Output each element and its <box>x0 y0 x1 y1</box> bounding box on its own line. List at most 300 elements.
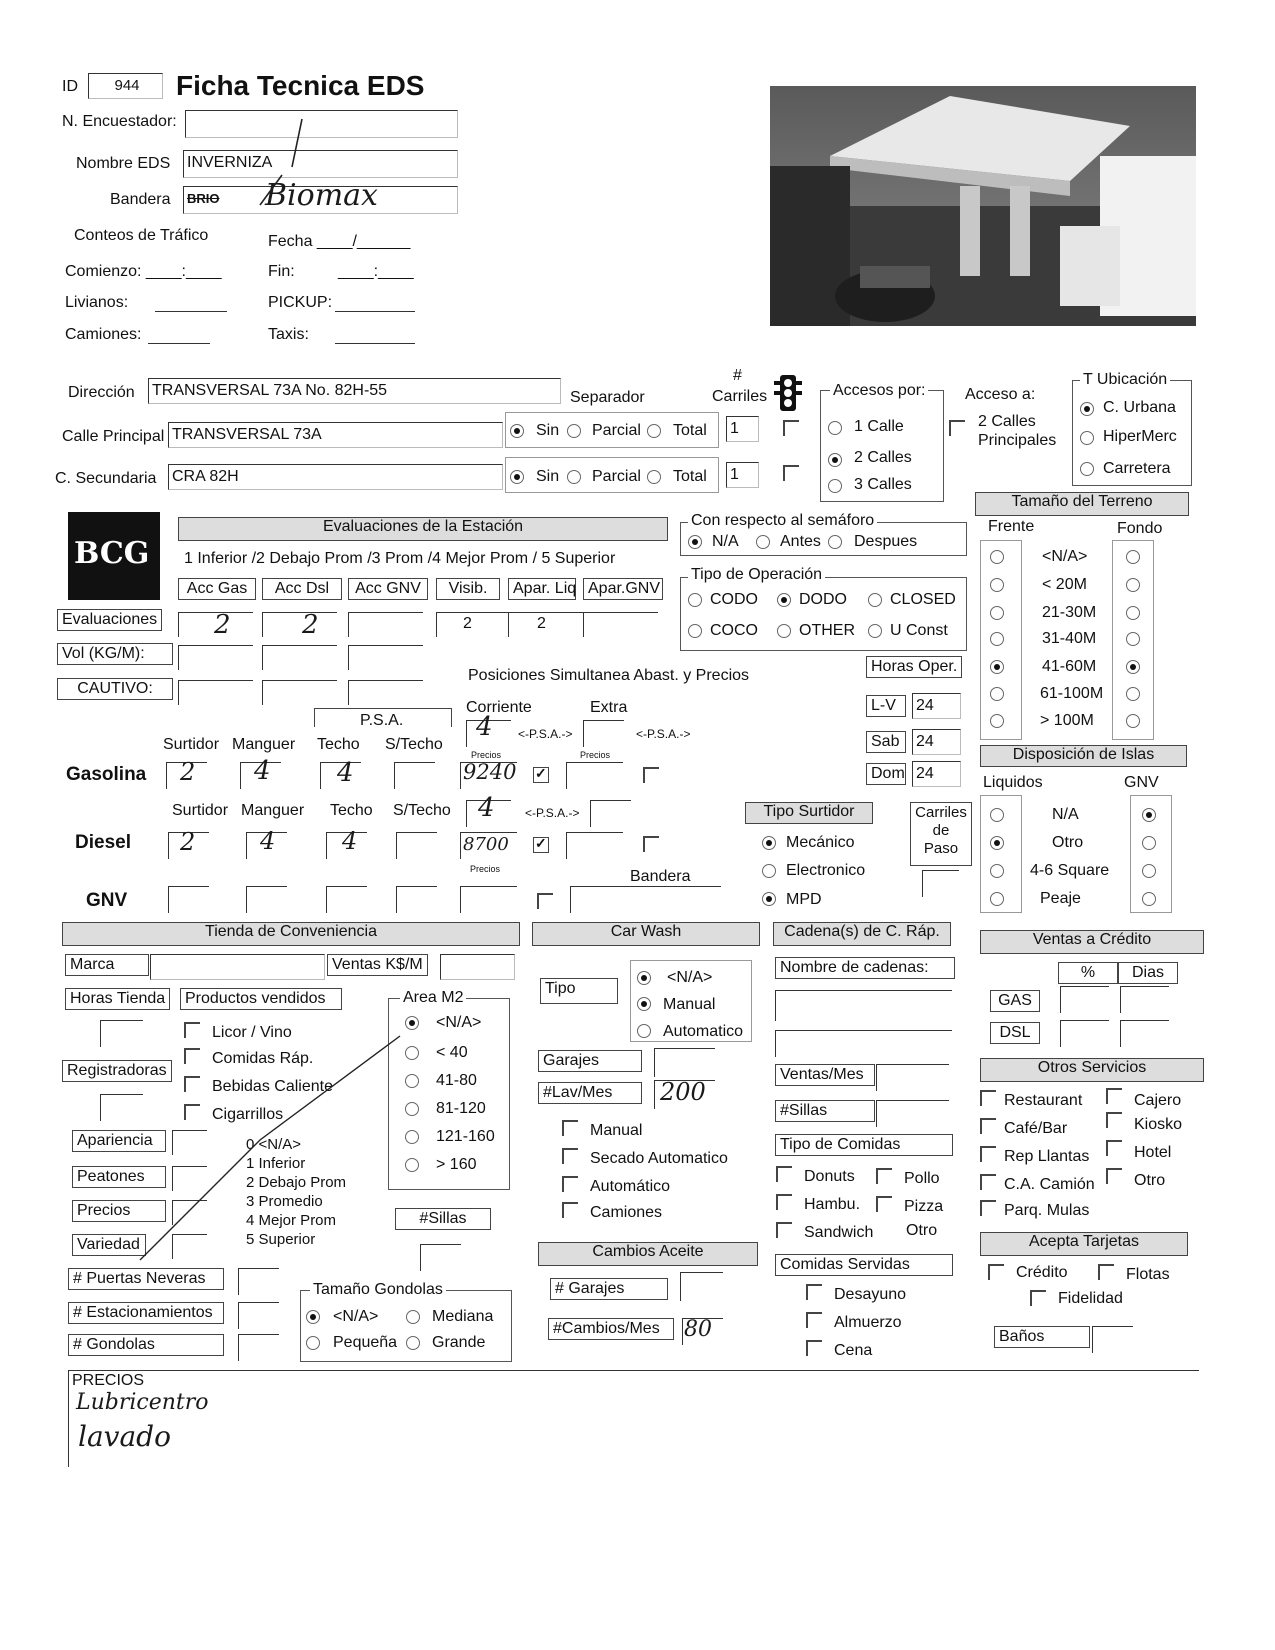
gas-psa-arrow-2: <-P.S.A.-> <box>636 727 691 741</box>
carwash-check-2[interactable] <box>562 1176 578 1192</box>
otros-col2-check-1[interactable] <box>1106 1112 1122 1128</box>
carriles-hash: # <box>733 367 742 384</box>
cadena-nombre-label: Nombre de cadenas: <box>775 957 955 979</box>
eval-acc-gas-value: 2 <box>214 610 231 640</box>
gondolas-size-title: Tamaño Gondolas <box>310 1281 446 1299</box>
carriles-principal-field[interactable]: 1 <box>726 416 759 442</box>
camiones-label: Camiones: <box>65 326 142 343</box>
semaforo-title: Con respecto al semáforo <box>688 512 877 530</box>
carwash-automatico-label: Automatico <box>663 1023 744 1040</box>
dsl-techo-value: 4 <box>342 827 358 855</box>
terreno-fondo-radio-1[interactable] <box>1126 578 1140 592</box>
semaforo-antes-label: Antes <box>780 533 821 550</box>
carwash-na-radio[interactable] <box>637 971 651 985</box>
cadena-tipo-check-0[interactable] <box>776 1166 792 1182</box>
bandera-handwritten: Biomax <box>265 178 378 213</box>
islas-liquidos-radio-2[interactable] <box>990 864 1004 878</box>
terreno-frente-radio-2[interactable] <box>990 606 1004 620</box>
horas-sab-label: Sab <box>866 731 906 753</box>
conteos-label: Conteos de Tráfico <box>74 227 209 244</box>
accesos-1calle-label: 1 Calle <box>854 418 904 435</box>
cadena-tipo-check-3[interactable] <box>876 1196 892 1212</box>
eval-column-header-1: Acc Dsl <box>262 578 342 600</box>
dsl-corriente-check[interactable] <box>533 837 549 853</box>
precios-notes-field[interactable] <box>68 1370 1199 1467</box>
dsl-manguer-value: 4 <box>260 827 276 855</box>
cadena-tipo-label-4: Sandwich <box>804 1224 874 1241</box>
producto-label-3: Cigarrillos <box>212 1106 284 1123</box>
tarjeta-fidelidad-check[interactable] <box>1030 1290 1046 1306</box>
terreno-fondo-radio-0[interactable] <box>1126 550 1140 564</box>
encuestador-label: N. Encuestador: <box>62 113 177 130</box>
producto-label-2: Bebidas Caliente <box>212 1078 333 1095</box>
carwash-check-1[interactable] <box>562 1148 578 1164</box>
sep-principal-sin-radio[interactable] <box>510 424 524 438</box>
surtidor-mpd-radio[interactable] <box>762 892 776 906</box>
carwash-na-label: <N/A> <box>667 969 713 986</box>
islas-liquidos-radio-3[interactable] <box>990 892 1004 906</box>
terreno-frente-radio-5[interactable] <box>990 687 1004 701</box>
precios-notes-label: PRECIOS <box>72 1372 145 1389</box>
taxis-label: Taxis: <box>268 326 309 343</box>
servidas-label-0: Desayuno <box>834 1286 907 1303</box>
dsl-surtidor-label: Surtidor <box>172 802 229 819</box>
accesos-1calle-radio[interactable] <box>828 421 842 435</box>
tarjeta-flotas-check[interactable] <box>1098 1264 1114 1280</box>
eval-column-header-3: Visib. <box>436 578 500 600</box>
sep-principal-total-label: Total <box>673 422 707 439</box>
gas-corriente-psa-value: 4 <box>476 712 493 742</box>
horas-lv-label: L-V <box>866 695 906 717</box>
gas-precio-value: 9240 <box>463 760 517 784</box>
semaforo-despues-radio[interactable] <box>828 535 842 549</box>
bandera-gnv-label: Bandera <box>630 868 691 885</box>
gas-techo-label: Techo <box>317 736 360 753</box>
otros-col2-check-3[interactable] <box>1106 1168 1122 1184</box>
otros-col2-label-2: Hotel <box>1134 1144 1172 1161</box>
dsl-manguer-label: Manguer <box>241 802 305 819</box>
operacion-radio-2[interactable] <box>868 593 882 607</box>
tienda-ventas-label: Ventas K$/M <box>327 954 428 976</box>
sep-principal-parcial-label: Parcial <box>592 422 641 439</box>
precios-notes-line2: lavado <box>78 1420 171 1453</box>
sep-secundaria-total-radio[interactable] <box>647 470 661 484</box>
otros-col1-label-3: C.A. Camión <box>1004 1176 1095 1193</box>
pickup-label: PICKUP: <box>268 294 333 311</box>
terreno-frente-radio-3[interactable] <box>990 632 1004 646</box>
operacion-label-2: CLOSED <box>890 591 956 608</box>
islas-gnv-radio-1[interactable] <box>1142 836 1156 850</box>
gnv-bandera-field[interactable] <box>570 886 721 913</box>
eval-cell-r0-c1[interactable] <box>262 612 337 637</box>
tienda-marca-label: Marca <box>65 954 149 976</box>
lav-mes-label: #Lav/Mes <box>538 1082 642 1104</box>
scale-item-1: 1 Inferior <box>246 1155 306 1172</box>
gnv-check[interactable] <box>537 893 553 909</box>
area-label-2: 41-80 <box>436 1072 477 1089</box>
operacion-radio-3[interactable] <box>688 624 702 638</box>
cadena-sillas-label: #Sillas <box>775 1100 875 1122</box>
otros-col1-label-0: Restaurant <box>1004 1092 1083 1109</box>
cadena-tipo-check-2[interactable] <box>776 1194 792 1210</box>
terreno-fondo-radio-3[interactable] <box>1126 632 1140 646</box>
operacion-label-1: DODO <box>799 591 847 608</box>
area-label-0: <N/A> <box>436 1014 482 1031</box>
evaluaciones-header: Evaluaciones de la Estación <box>178 517 668 541</box>
eval-cell-r2-c2[interactable] <box>348 680 423 705</box>
horas-oper-label: Horas Oper. <box>866 656 962 678</box>
sep-secundaria-parcial-radio[interactable] <box>567 470 581 484</box>
otros-col2-check-0[interactable] <box>1106 1088 1122 1104</box>
dsl-stecho-field[interactable] <box>396 832 437 859</box>
operacion-radio-5[interactable] <box>868 624 882 638</box>
carwash-check-0[interactable] <box>562 1120 578 1136</box>
evaluaciones-scale: 1 Inferior /2 Debajo Prom /3 Prom /4 Mejor Prom / 5 Superior <box>184 550 616 567</box>
credito-dsl-dias-field[interactable] <box>1120 1020 1169 1047</box>
sep-secundaria-sin-radio[interactable] <box>510 470 524 484</box>
cadena-tipo-label-2: Hambu. <box>804 1196 861 1213</box>
sep-principal-sin-label: Sin <box>536 422 560 439</box>
gas-extra-precio-field[interactable] <box>566 762 623 789</box>
carwash-automatico-radio[interactable] <box>637 1024 651 1038</box>
cambios-garajes-field[interactable] <box>680 1272 723 1301</box>
id-field[interactable]: 944 <box>88 73 163 99</box>
sep-secundaria-parcial-label: Parcial <box>592 468 641 485</box>
surtidor-mecanico-radio[interactable] <box>762 836 776 850</box>
islas-gnv-radio-0[interactable] <box>1142 808 1156 822</box>
camiones-line[interactable] <box>148 343 210 344</box>
dsl-precio-value: 8700 <box>463 834 509 855</box>
carwash-manual-label: Manual <box>663 996 716 1013</box>
sep-principal-total-radio[interactable] <box>647 424 661 438</box>
peatones-label: Peatones <box>72 1166 166 1188</box>
area-title: Area M2 <box>400 989 466 1007</box>
operacion-radio-1[interactable] <box>777 593 791 607</box>
scale-item-4: 4 Mejor Prom <box>246 1212 337 1229</box>
tarjetas-header: Acepta Tarjetas <box>980 1232 1188 1256</box>
acceso-2calles-check[interactable] <box>949 420 965 436</box>
tarjeta-credito-label: Crédito <box>1016 1264 1068 1281</box>
tipo-surtidor-header: Tipo Surtidor <box>745 802 873 824</box>
encuestador-field[interactable] <box>185 110 458 138</box>
gas-manguer-value: 4 <box>254 756 271 786</box>
islas-gnv-radio-3[interactable] <box>1142 892 1156 906</box>
calle-secundaria-field[interactable]: CRA 82H <box>168 464 503 490</box>
eval-apar-liq-value: 2 <box>537 615 546 632</box>
eval-cell-r1-c1[interactable] <box>262 645 337 670</box>
dsl-psa-extra-field[interactable] <box>590 800 631 827</box>
islas-label-1: Otro <box>1052 834 1084 851</box>
area-label-3: 81-120 <box>436 1100 486 1117</box>
accesos-title: Accesos por: <box>830 382 928 400</box>
gas-manguer-label: Manguer <box>232 736 296 753</box>
otros-col1-label-2: Rep Llantas <box>1004 1148 1090 1165</box>
operacion-radio-0[interactable] <box>688 593 702 607</box>
gas-extra-psa-field[interactable] <box>583 720 624 747</box>
area-label-5: > 160 <box>436 1156 477 1173</box>
operacion-label-3: COCO <box>710 622 758 639</box>
ubicacion-title: T Ubicación <box>1080 371 1170 389</box>
terreno-size-label-5: 61-100M <box>1040 685 1104 702</box>
gas-corriente-check[interactable] <box>533 767 549 783</box>
dsl-stecho-label: S/Techo <box>393 802 451 819</box>
cadena-nombre-field-1[interactable] <box>775 990 952 1021</box>
sep-secundaria-sin-label: Sin <box>536 468 560 485</box>
sep-secundaria-total-label: Total <box>673 468 707 485</box>
gas-psa-arrow-1: <-P.S.A.-> <box>518 727 573 741</box>
sillas-tienda-field[interactable] <box>420 1244 461 1271</box>
carriles-secundaria-field[interactable]: 1 <box>726 462 759 488</box>
area-label-4: 121-160 <box>436 1128 495 1145</box>
islas-gnv-radio-2[interactable] <box>1142 864 1156 878</box>
garajes-field[interactable] <box>654 1048 715 1077</box>
eval-column-header-5: Apar.GNV <box>583 578 663 600</box>
gnv-stecho-field[interactable] <box>396 886 437 913</box>
islas-header: Disposición de Islas <box>980 745 1187 767</box>
terreno-frente-radio-0[interactable] <box>990 550 1004 564</box>
livianos-line[interactable] <box>155 311 227 312</box>
ubicacion-carretera-radio[interactable] <box>1080 462 1094 476</box>
scale-item-0: 0 <N/A> <box>246 1136 302 1153</box>
comidas-servidas-label: Comidas Servidas <box>775 1254 953 1276</box>
gondolas-grande-label: Grande <box>432 1334 486 1351</box>
acceso-a-line1: 2 Calles <box>978 413 1036 430</box>
otros-col2-label-0: Cajero <box>1134 1092 1182 1109</box>
lav-mes-value: 200 <box>660 1078 706 1106</box>
ubicacion-hipermerc-radio[interactable] <box>1080 431 1094 445</box>
psa-label: P.S.A. <box>360 712 404 729</box>
fin-blank: ____:____ <box>338 263 414 280</box>
acceso-a-title: Acceso a: <box>965 386 1036 403</box>
terreno-fondo-radio-4[interactable] <box>1126 660 1140 674</box>
gnv-precio-field[interactable] <box>460 886 517 913</box>
otros-col1-check-3[interactable] <box>980 1174 996 1190</box>
row-evaluaciones-label: Evaluaciones <box>57 609 162 631</box>
area-radio-0[interactable] <box>405 1016 419 1030</box>
terreno-header: Tamaño del Terreno <box>975 492 1189 516</box>
estacionamientos-field[interactable] <box>238 1302 279 1329</box>
gondolas-field[interactable] <box>238 1334 279 1361</box>
operacion-label-4: OTHER <box>799 622 855 639</box>
credito-gas-pct-field[interactable] <box>1060 986 1109 1013</box>
cadena-tipo-check-1[interactable] <box>876 1168 892 1184</box>
otros-servicios-header: Otros Servicios <box>980 1058 1204 1082</box>
calle-secundaria-label: C. Secundaria <box>55 470 157 487</box>
calle-principal-label: Calle Principal <box>62 428 165 445</box>
livianos-label: Livianos: <box>65 294 129 311</box>
eval-cell-r1-c0[interactable] <box>178 645 253 670</box>
islas-label-3: Peaje <box>1040 890 1081 907</box>
eval-cell-r0-c5[interactable] <box>583 612 658 637</box>
servidas-label-2: Cena <box>834 1342 873 1359</box>
puertas-neveras-label: # Puertas Neveras <box>68 1268 224 1290</box>
tienda-ventas-field[interactable] <box>440 954 515 980</box>
carwash-header: Car Wash <box>532 922 760 946</box>
carwash-check-label-2: Automático <box>590 1178 671 1195</box>
carriles-paso-field[interactable] <box>922 870 959 897</box>
accesos-3calles-radio[interactable] <box>828 479 842 493</box>
gas-stecho-field[interactable] <box>394 762 435 789</box>
dsl-extra-check[interactable] <box>643 836 659 852</box>
servidas-label-1: Almuerzo <box>834 1314 902 1331</box>
eval-cell-r1-c2[interactable] <box>348 645 423 670</box>
operacion-label-0: CODO <box>710 591 758 608</box>
eval-cell-r0-c3[interactable] <box>436 612 511 637</box>
gnv-label: GNV <box>86 890 128 911</box>
tienda-strike-line <box>120 1030 410 1270</box>
gnv-techo-field[interactable] <box>326 886 367 913</box>
terreno-frente-radio-1[interactable] <box>990 578 1004 592</box>
accesos-2calles-radio[interactable] <box>828 453 842 467</box>
encuestador-pen-mark <box>240 115 310 215</box>
credito-gas-label: GAS <box>990 990 1040 1012</box>
row-cautivo-label: CAUTIVO: <box>57 678 173 700</box>
bcg-logo <box>68 512 160 600</box>
terreno-size-label-3: 31-40M <box>1042 630 1097 647</box>
carwash-check-label-0: Manual <box>590 1122 643 1139</box>
diesel-label: Diesel <box>75 832 131 853</box>
bandera-label: Bandera <box>110 191 171 208</box>
servidas-check-0[interactable] <box>806 1284 822 1300</box>
puertas-neveras-field[interactable] <box>238 1268 279 1295</box>
tienda-marca-field[interactable] <box>150 954 325 980</box>
terreno-frente-radio-6[interactable] <box>990 714 1004 728</box>
otros-col1-check-2[interactable] <box>980 1146 996 1162</box>
eval-acc-dsl-value: 2 <box>302 610 319 640</box>
gas-techo-value: 4 <box>337 758 354 788</box>
carwash-check-label-1: Secado Automatico <box>590 1150 728 1167</box>
terreno-fondo-radio-2[interactable] <box>1126 606 1140 620</box>
gnv-surtidor-field[interactable] <box>168 886 209 913</box>
ubicacion-urbana-radio[interactable] <box>1080 402 1094 416</box>
operacion-title: Tipo de Operación <box>688 566 825 584</box>
cadena-sillas-field[interactable] <box>876 1100 949 1127</box>
id-label: ID <box>62 78 78 95</box>
extra-label: Extra <box>590 699 628 716</box>
cambios-mes-label: #Cambios/Mes <box>548 1318 674 1340</box>
traffic-light-icon <box>773 373 803 413</box>
banos-field[interactable] <box>1092 1326 1133 1353</box>
eval-column-header-0: Acc Gas <box>178 578 256 600</box>
carwash-check-3[interactable] <box>562 1202 578 1218</box>
nombre-eds-label: Nombre EDS <box>76 155 171 172</box>
cambios-aceite-header: Cambios Aceite <box>538 1242 758 1266</box>
productos-label: Productos vendidos <box>180 988 342 1010</box>
gondolas-na-radio[interactable] <box>306 1310 320 1324</box>
semaforo-despues-label: Despues <box>854 533 918 550</box>
acceso-a-line2: Principales <box>978 432 1057 449</box>
islas-liquidos-radio-1[interactable] <box>990 836 1004 850</box>
eval-visib-value: 2 <box>463 615 472 632</box>
otros-col2-label-3: Otro <box>1134 1172 1166 1189</box>
registradoras-label: Registradoras <box>62 1060 172 1082</box>
surtidor-electronico-radio[interactable] <box>762 864 776 878</box>
dsl-precios-caption: Precios <box>470 864 501 874</box>
horas-sab-field[interactable]: 24 <box>912 729 961 755</box>
cadena-tipo-label-0: Donuts <box>804 1168 855 1185</box>
servidas-check-2[interactable] <box>806 1340 822 1356</box>
servidas-check-1[interactable] <box>806 1312 822 1328</box>
semaforo-antes-radio[interactable] <box>756 535 770 549</box>
semaforo-secundaria-check[interactable] <box>783 465 799 481</box>
nombre-eds-field[interactable]: INVERNIZA <box>183 150 458 178</box>
credito-dsl-pct-field[interactable] <box>1060 1020 1109 1047</box>
dsl-extra-precio-field[interactable] <box>566 832 623 859</box>
cadena-header: Cadena(s) de C. Ráp. <box>773 922 951 946</box>
dsl-surtidor-value: 2 <box>180 828 196 856</box>
bcg-logo-text: BCG <box>74 536 150 571</box>
eval-cell-r0-c2[interactable] <box>348 612 423 637</box>
scale-item-2: 2 Debajo Prom <box>246 1174 347 1191</box>
fecha-label: Fecha ____/______ <box>268 233 411 250</box>
gas-stecho-label: S/Techo <box>385 736 443 753</box>
comienzo-label: Comienzo: ____:____ <box>65 263 222 280</box>
calle-principal-field[interactable]: TRANSVERSAL 73A <box>168 422 503 448</box>
carwash-manual-radio[interactable] <box>637 997 651 1011</box>
otros-col1-check-0[interactable] <box>980 1090 996 1106</box>
eval-cell-r2-c1[interactable] <box>262 680 337 705</box>
corriente-label: Corriente <box>466 699 532 716</box>
accesos-3calles-label: 3 Calles <box>854 476 912 493</box>
otros-col1-check-1[interactable] <box>980 1118 996 1134</box>
otros-col2-check-2[interactable] <box>1106 1140 1122 1156</box>
terreno-size-label-2: 21-30M <box>1042 604 1097 621</box>
pickup-line[interactable] <box>335 311 415 312</box>
otros-col1-check-4[interactable] <box>980 1200 996 1216</box>
gas-extra-check[interactable] <box>643 767 659 783</box>
islas-label-0: N/A <box>1052 806 1079 823</box>
terreno-fondo-radio-6[interactable] <box>1126 714 1140 728</box>
terreno-fondo-label: Fondo <box>1117 520 1163 537</box>
credito-header: Ventas a Crédito <box>980 930 1204 954</box>
gondolas-grande-radio[interactable] <box>406 1336 420 1350</box>
semaforo-na-radio[interactable] <box>688 535 702 549</box>
surtidor-mpd-label: MPD <box>786 891 822 908</box>
credito-dsl-label: DSL <box>990 1022 1040 1044</box>
cadena-ventas-field[interactable] <box>876 1064 949 1091</box>
terreno-size-label-6: > 100M <box>1040 712 1094 729</box>
dsl-psa-arrow: <-P.S.A.-> <box>525 806 580 820</box>
horas-lv-field[interactable]: 24 <box>912 693 961 719</box>
accesos-2calles-label: 2 Calles <box>854 449 912 466</box>
operacion-radio-4[interactable] <box>777 624 791 638</box>
producto-label-1: Comidas Ráp. <box>212 1050 314 1067</box>
scale-item-3: 3 Promedio <box>246 1193 323 1210</box>
estacionamientos-label: # Estacionamientos <box>68 1302 224 1324</box>
tarjeta-credito-check[interactable] <box>988 1264 1004 1280</box>
horas-tienda-label: Horas Tienda <box>65 988 170 1010</box>
gnv-manguer-field[interactable] <box>246 886 287 913</box>
eval-cell-r2-c0[interactable] <box>178 680 253 705</box>
semaforo-principal-check[interactable] <box>783 420 799 436</box>
direccion-field[interactable]: TRANSVERSAL 73A No. 82H-55 <box>148 378 561 404</box>
taxis-line[interactable] <box>335 343 415 344</box>
terreno-fondo-radio-5[interactable] <box>1126 687 1140 701</box>
garajes-label: Garajes <box>538 1050 642 1072</box>
credito-gas-dias-field[interactable] <box>1120 986 1169 1013</box>
gondolas-pequena-radio[interactable] <box>306 1336 320 1350</box>
separador-label: Separador <box>570 389 645 406</box>
cadena-nombre-field-2[interactable] <box>775 1030 952 1057</box>
gondolas-mediana-radio[interactable] <box>406 1310 420 1324</box>
cambios-garajes-label: # Garajes <box>550 1278 668 1300</box>
sep-principal-parcial-radio[interactable] <box>567 424 581 438</box>
horas-dom-field[interactable]: 24 <box>912 761 961 787</box>
precios-eval-label: Precios <box>72 1200 166 1222</box>
cadena-tipo-check-4[interactable] <box>776 1222 792 1238</box>
terreno-frente-radio-4[interactable] <box>990 660 1004 674</box>
islas-liquidos-radio-0[interactable] <box>990 808 1004 822</box>
